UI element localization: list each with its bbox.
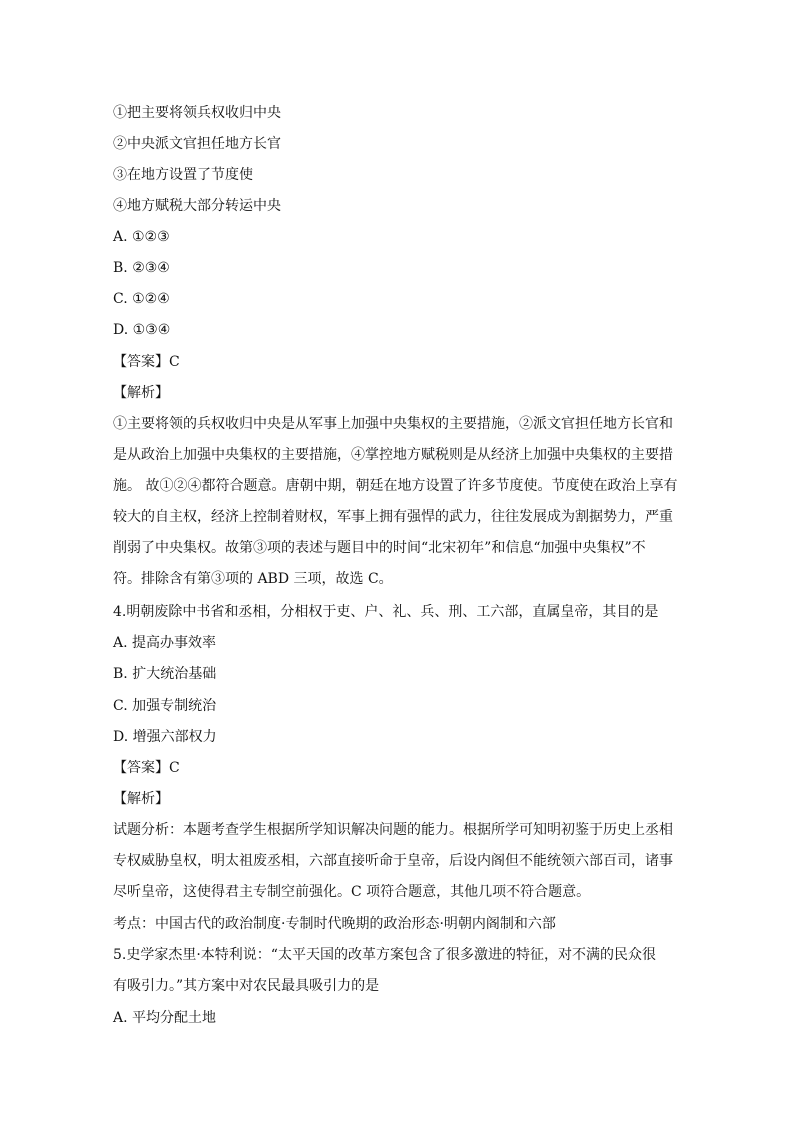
q5-option-a: A. 平均分配土地 [113,1010,217,1026]
q3-analysis-line: 是从政治上加强中央集权的主要措施，④掌控地方赋税则是从经济上加强中央集权的主要措 [113,447,673,463]
q3-item-2: ②中央派文官担任地方长官 [113,136,281,152]
q4-analysis-label: 【解析】 [113,791,169,807]
q5-stem [113,940,691,1002]
q3-item-1: ①把主要将领兵权收归中央 [113,105,281,121]
q5-stem-line: 5.史学家杰里·本特利说：“太平天国的改革方案包含了很多激进的特征，对不满的民众很 [113,947,656,963]
q3-analysis-line: 较大的自主权，经济上控制着财权，军事上拥有强悍的武力，往往发展成为割据势力，严重 [113,509,673,525]
q3-answer: 【答案】C [113,354,180,370]
q4-answer: 【答案】C [113,760,180,776]
q4-stem: 4.明朝废除中书省和丞相，分相权于吏、户、礼、兵、刑、工六部，直属皇帝，其目的是 [113,604,659,620]
q3-analysis-label: 【解析】 [113,385,169,401]
q4-kaodian: 考点：中国古代的政治制度·专制时代晚期的政治形态·明朝内阁制和六部 [113,916,556,932]
q3-option-d: D. ①③④ [113,322,171,338]
q3-option-c: C. ①②④ [113,291,170,307]
q3-analysis-line: 符。排除含有第③项的 ABD 三项，故选 C。 [113,571,393,587]
q5-stem-line: 有吸引力。”其方案中对农民最具吸引力的是 [113,978,380,994]
q4-analysis-line: 试题分析：本题考查学生根据所学知识解决问题的能力。根据所学可知明初鉴于历史上丞相 [113,822,673,838]
q4-option-b: B. 扩大统治基础 [113,666,217,682]
q4-analysis-text [113,815,691,908]
q4-option-c: C. 加强专制统治 [113,698,217,714]
q3-item-3: ③在地方设置了节度使 [113,167,253,183]
q3-analysis-line: 施。 故①②④都符合题意。唐朝中期，朝廷在地方设置了许多节度使。节度使在政治上享有 [113,478,678,494]
q4-option-a: A. 提高办事效率 [113,635,217,651]
q3-item-4: ④地方赋税大部分转运中央 [113,198,281,214]
q3-option-b: B. ②③④ [113,260,170,276]
q3-option-a: A. ①②③ [113,229,170,245]
q3-analysis-line: 削弱了中央集权。故第③项的表述与题目中的时间“北宋初年”和信息“加强中央集权”不 [113,540,646,556]
q4-option-d: D. 增强六部权力 [113,729,217,745]
q3-analysis-line: ①主要将领的兵权收归中央是从军事上加强中央集权的主要措施，②派文官担任地方长官和 [113,416,673,432]
q4-analysis-line: 尽听皇帝，这使得君主专制空前强化。C 项符合题意，其他几项不符合题意。 [113,884,591,900]
q3-analysis-text [113,409,691,595]
q4-analysis-line: 专权威胁皇权，明太祖废丞相，六部直接听命于皇帝，后设内阁但不能统领六部百司，诸事 [113,853,673,869]
